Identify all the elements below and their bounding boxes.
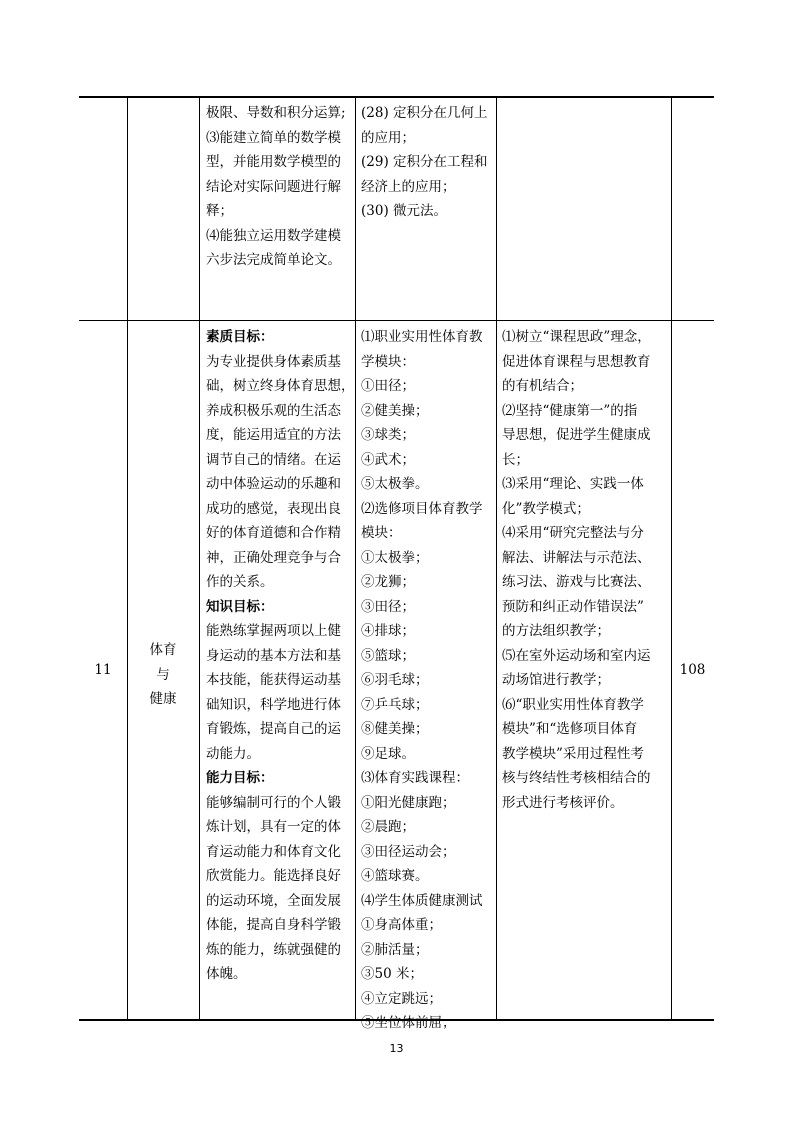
text-line: (30) 微元法。	[361, 203, 448, 219]
text-line: 的运动环境，全面发展	[206, 892, 341, 909]
text-line: ⑤篮球；	[361, 647, 415, 664]
text-line: ①身高体重；	[361, 917, 442, 933]
text-line: 炼的能力，练就强健的	[206, 941, 341, 958]
text-line: 成功的感觉，表现出良	[206, 500, 341, 517]
text-line: 础，树立终身体育思想，	[206, 378, 355, 394]
text-line: ⑴树立“课程思政”理念，	[502, 329, 651, 345]
row-divider	[79, 320, 714, 321]
text-line: 神，正确处理竞争与合	[206, 549, 341, 566]
table-top-border	[79, 96, 714, 98]
text-line: (28) 定积分在几何上	[361, 105, 488, 121]
text-line: ③田径运动会；	[361, 843, 456, 860]
text-line: ③50 米；	[361, 966, 423, 982]
text-line: ①阳光健康跑；	[361, 794, 456, 811]
text-line: ⑤太极拳。	[361, 476, 429, 492]
text-line: ③球类；	[361, 427, 415, 443]
prev-row-content	[361, 101, 488, 224]
text-line: 经济上的应用；	[361, 178, 456, 195]
text-line: 核与终结性考核相结合的	[502, 770, 651, 786]
knowledge-goals-title: 知识目标：	[206, 598, 274, 615]
text-line: ⑤坐位体前屈；	[361, 1015, 456, 1031]
text-line: 能熟练掌握两项以上健	[206, 623, 341, 639]
text-line: ④武术；	[361, 451, 415, 468]
text-line: 身运动的基本方法和基	[206, 647, 341, 664]
text-line: 学模块：	[361, 353, 415, 370]
col-divider	[355, 97, 356, 1020]
text-line: ⑷学生体质健康测试	[361, 892, 483, 909]
text-line: ⑵选修项目体育教学	[361, 500, 483, 517]
text-line: ⑧健美操；	[361, 721, 429, 737]
text-line: 养成积极乐观的生活态	[206, 402, 341, 419]
text-line: 的有机结合；	[502, 378, 583, 394]
text-line: 型，并能用数学模型的	[206, 154, 341, 170]
text-line: 结论对实际问题进行解	[206, 178, 341, 195]
text-line: 础知识，科学地进行体	[206, 696, 341, 713]
text-line: ⑶能建立简单的数学模	[206, 129, 341, 146]
col-divider	[671, 97, 672, 1020]
text-line: 能够编制可行的个人锻	[206, 794, 341, 811]
text-line: 六步法完成简单论文。	[206, 252, 341, 268]
course-name-line: 与	[156, 666, 170, 683]
col-divider	[127, 97, 128, 1020]
text-line: ④排球；	[361, 623, 415, 639]
quality-goals-title: 素质目标：	[206, 329, 274, 345]
teaching-requirements	[502, 325, 651, 815]
text-line: ①太极拳；	[361, 549, 429, 566]
text-line: ④篮球赛。	[361, 868, 429, 884]
text-line: 为专业提供身体素质基	[206, 353, 341, 370]
text-line: 度，能运用适宜的方法	[206, 427, 341, 443]
text-line: 极限、导数和积分运算;	[206, 105, 346, 121]
text-line: ⑷能独立运用数学建模	[206, 227, 341, 244]
course-hours: 108	[679, 662, 706, 678]
text-line: 促进体育课程与思想教育	[502, 353, 651, 370]
course-name-line: 健康	[149, 691, 177, 707]
text-line: ①田径；	[361, 378, 415, 394]
text-line: ⑨足球。	[361, 745, 415, 762]
text-line: (29) 定积分在工程和	[361, 154, 488, 170]
text-line: 解法、讲解法与示范法、	[502, 549, 651, 566]
text-line: 育锻炼，提高自己的运	[206, 721, 341, 737]
text-line: 的应用；	[361, 129, 415, 146]
prev-row-goals	[206, 101, 346, 273]
text-line: 欣赏能力。能选择良好	[206, 868, 341, 884]
text-line: 动中体验运动的乐趣和	[206, 476, 341, 492]
text-line: 动场馆进行教学；	[502, 672, 610, 688]
text-line: ⑸在室外运动场和室内运	[502, 647, 651, 664]
text-line: ⑶采用“理论、实践一体	[502, 476, 644, 492]
text-line: ②肺活量；	[361, 941, 429, 958]
text-line: 体能，提高自身科学锻	[206, 917, 341, 933]
text-line: ⑵坚持“健康第一”的指	[502, 402, 638, 419]
text-line: ②健美操；	[361, 402, 429, 419]
text-line: 本技能，能获得运动基	[206, 672, 341, 688]
page-number: 13	[389, 1042, 404, 1055]
course-name-line: 体育	[149, 642, 177, 658]
text-line: 练习法、游戏与比赛法、	[502, 574, 651, 590]
text-line: 动能力。	[206, 745, 260, 762]
text-line: ②晨跑；	[361, 819, 415, 835]
text-line: ②龙狮；	[361, 574, 415, 590]
col-divider	[199, 97, 200, 1020]
text-line: 形式进行考核评价。	[502, 794, 624, 811]
ability-goals-title: 能力目标：	[206, 770, 274, 786]
course-content	[361, 325, 483, 1036]
text-line: ⑥羽毛球；	[361, 672, 429, 688]
text-line: ⑦乒乓球；	[361, 696, 429, 713]
text-line: 好的体育道德和合作精	[206, 525, 341, 541]
row-number: 11	[94, 662, 112, 678]
text-line: ⑶体育实践课程：	[361, 770, 469, 786]
course-goals	[206, 325, 355, 987]
text-line: 作的关系。	[206, 574, 274, 590]
text-line: 教学模块”采用过程性考	[502, 745, 644, 762]
text-line: 炼计划，具有一定的体	[206, 819, 341, 835]
text-line: 模块：	[361, 525, 402, 541]
text-line: 释；	[206, 203, 233, 219]
text-line: 育运动能力和体育文化	[206, 843, 341, 860]
text-line: ⑴职业实用性体育教	[361, 329, 483, 345]
text-line: ⑹“职业实用性体育教学	[502, 696, 644, 713]
text-line: ④立定跳远；	[361, 990, 442, 1007]
text-line: 长；	[502, 451, 529, 468]
text-line: ⑷采用“研究完整法与分	[502, 525, 644, 541]
text-line: 模块”和“选修项目体育	[502, 721, 638, 737]
text-line: 调节自己的情绪。在运	[206, 451, 341, 468]
text-line: 导思想，促进学生健康成	[502, 427, 651, 443]
text-line: 化”教学模式；	[502, 500, 590, 517]
course-name	[127, 638, 199, 712]
text-line: 体魄。	[206, 966, 247, 982]
text-line: 预防和纠正动作错误法”	[502, 598, 644, 615]
col-divider	[496, 97, 497, 1020]
text-line: ③田径；	[361, 598, 415, 615]
text-line: 的方法组织教学；	[502, 623, 610, 639]
